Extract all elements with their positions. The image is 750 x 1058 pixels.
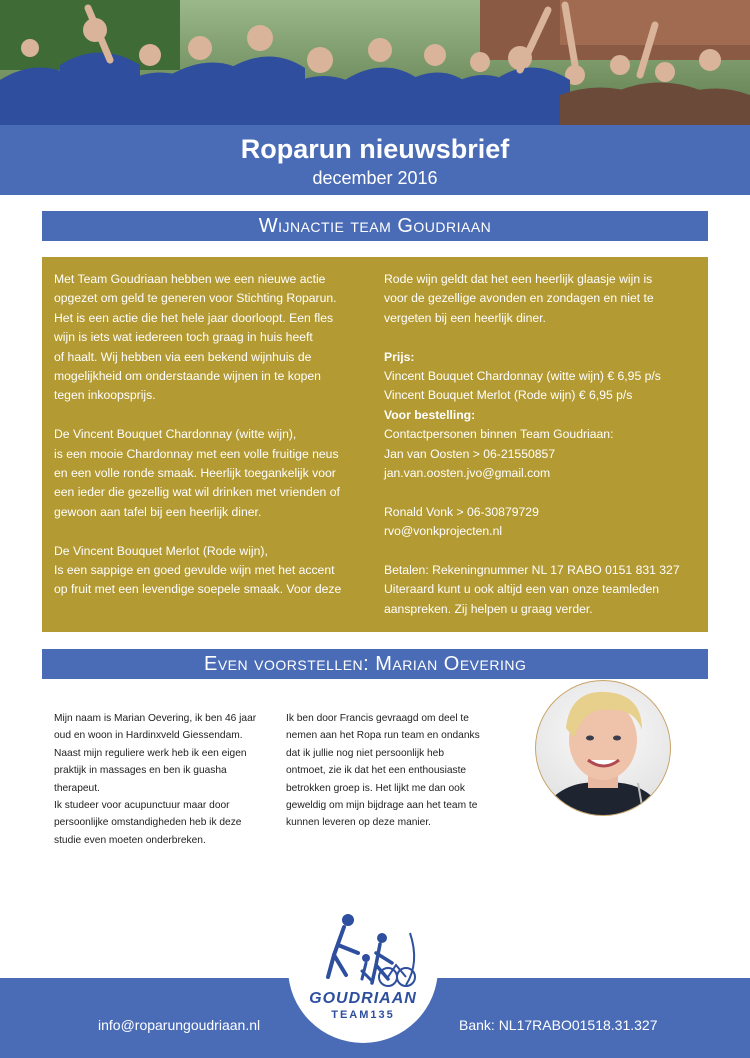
price-line-merlot: Vincent Bouquet Merlot (Rode wijn) € 6,95 p/s bbox=[384, 388, 633, 403]
chardonnay-paragraph bbox=[54, 425, 370, 522]
text-line: betrokken groep is. Het lijkt me dan ook bbox=[286, 782, 465, 794]
text-line: op fruit met een levendige soepele smaak. Voor deze bbox=[54, 582, 342, 597]
price-line-chardonnay: Vincent Bouquet Chardonnay (witte wijn) € 6,95 p/s bbox=[384, 369, 661, 384]
section-heading-wijnactie: Wijnactie team Goudriaan bbox=[42, 211, 708, 241]
footer-email-link[interactable]: info@roparungoudriaan.nl bbox=[98, 1017, 261, 1033]
intro-left-column bbox=[54, 710, 280, 849]
contact-email-link[interactable]: rvo@vonkprojecten.nl bbox=[384, 524, 503, 539]
logo-wordmark: GOUDRIAAN bbox=[309, 990, 417, 1007]
portrait-photo bbox=[518, 678, 688, 818]
text-line: Is een sappige en goed gevulde wijn met het accent bbox=[54, 563, 335, 578]
text-line: vergeten bij een heerlijk diner. bbox=[384, 310, 546, 325]
text-line: dat ik jullie nog niet persoonlijk heb bbox=[286, 747, 445, 759]
merlot-continued-paragraph bbox=[384, 270, 702, 328]
text-line: Naast mijn reguliere werk heb ik een eigen bbox=[54, 747, 247, 759]
text-line: Rode wijn geldt dat het een heerlijk glaasje wijn is bbox=[384, 272, 653, 286]
text-line: studie even moeten onderbreken. bbox=[54, 834, 206, 846]
newsletter-date: december 2016 bbox=[312, 168, 438, 188]
text-line: voor de gezellige avonden en zondagen en niet te bbox=[384, 291, 654, 306]
wine-right-column bbox=[384, 270, 702, 619]
payment-block bbox=[384, 561, 702, 619]
merlot-paragraph bbox=[54, 542, 370, 600]
text-line: Uiteraard kunt u ook altijd een van onze teamleden bbox=[384, 582, 660, 597]
logo-subtitle: TEAM135 bbox=[331, 1009, 395, 1021]
text-line: wijn is iets wat iedereen toch graag in huis heeft bbox=[54, 330, 313, 345]
text-line: Ik studeer voor acupunctuur maar door bbox=[54, 800, 230, 812]
text-line: praktijk in massages en ben ik guasha bbox=[54, 765, 227, 777]
text-line: De Vincent Bouquet Merlot (Rode wijn), bbox=[54, 543, 268, 558]
text-line: is een mooie Chardonnay met een volle fruitige neus bbox=[54, 446, 339, 461]
contact-phone: Ronald Vonk > 06-30879729 bbox=[384, 504, 539, 519]
text-line: geweldig om mijn bijdrage aan het team te bbox=[286, 800, 478, 812]
section-heading-even-voorstellen: Even voorstellen: Marian Oevering bbox=[42, 649, 708, 679]
text-line: of haalt. Wij hebben via een bekend wijnhuis de bbox=[54, 349, 312, 364]
order-label: Voor bestelling: bbox=[384, 407, 476, 422]
text-line: een ieder die gezellig wat wil drinken met vrienden of bbox=[54, 485, 340, 500]
intro-right-column bbox=[286, 710, 512, 832]
text-line: mogelijkheid om onderstaande wijnen in te kopen bbox=[54, 369, 321, 384]
newsletter-title: Roparun nieuwsbrief bbox=[240, 134, 510, 164]
text-line: Het is een actie die het hele jaar doorloopt. Een fles bbox=[54, 310, 334, 325]
wine-left-column bbox=[54, 270, 370, 600]
hero-photo bbox=[0, 0, 750, 125]
text-line: Contactpersonen binnen Team Goudriaan: bbox=[384, 427, 614, 442]
payment-line: Betalen: Rekeningnummer NL 17 RABO 0151 831 327 bbox=[384, 563, 680, 578]
text-line: opgezet om geld te generen voor Stichting Roparun. bbox=[54, 291, 337, 306]
text-line: ontmoet, zie ik dat het een enthousiaste bbox=[286, 765, 467, 777]
text-line: aanspreken. Zij helpen u graag verder. bbox=[384, 601, 593, 616]
text-line: tegen inkoopsprijs. bbox=[54, 388, 156, 403]
text-line: De Vincent Bouquet Chardonnay (witte wijn), bbox=[54, 427, 297, 442]
text-line: Met Team Goudriaan hebben we een nieuwe actie bbox=[54, 272, 326, 286]
text-line: en een volle ronde smaak. Heerlijk toegankelijk voor bbox=[54, 466, 336, 481]
text-line: Ik ben door Francis gevraagd om deel te bbox=[286, 713, 469, 724]
text-line: persoonlijke omstandigheden heb ik deze bbox=[54, 817, 242, 829]
text-line: Mijn naam is Marian Oevering, ik ben 46 jaar bbox=[54, 713, 257, 724]
wine-intro-paragraph bbox=[54, 270, 370, 406]
contact2-block bbox=[384, 503, 702, 542]
text-line: kunnen leveren op deze manier. bbox=[286, 817, 431, 829]
text-line: nemen aan het Ropa run team en ondanks bbox=[286, 730, 480, 742]
text-line: therapeut. bbox=[54, 782, 100, 794]
text-line: gewoon aan tafel bij een heerlijk diner. bbox=[54, 504, 262, 519]
price-label: Prijs: bbox=[384, 349, 415, 364]
price-block bbox=[384, 348, 702, 484]
text-line: oud en woon in Hardinxveld Giessendam. bbox=[54, 730, 243, 742]
footer-bank-account: Bank: NL17RABO01518.31.327 bbox=[459, 1017, 658, 1033]
contact-phone: Jan van Oosten > 06-21550857 bbox=[384, 446, 556, 461]
contact-email-link[interactable]: jan.van.oosten.jvo@gmail.com bbox=[384, 466, 551, 481]
